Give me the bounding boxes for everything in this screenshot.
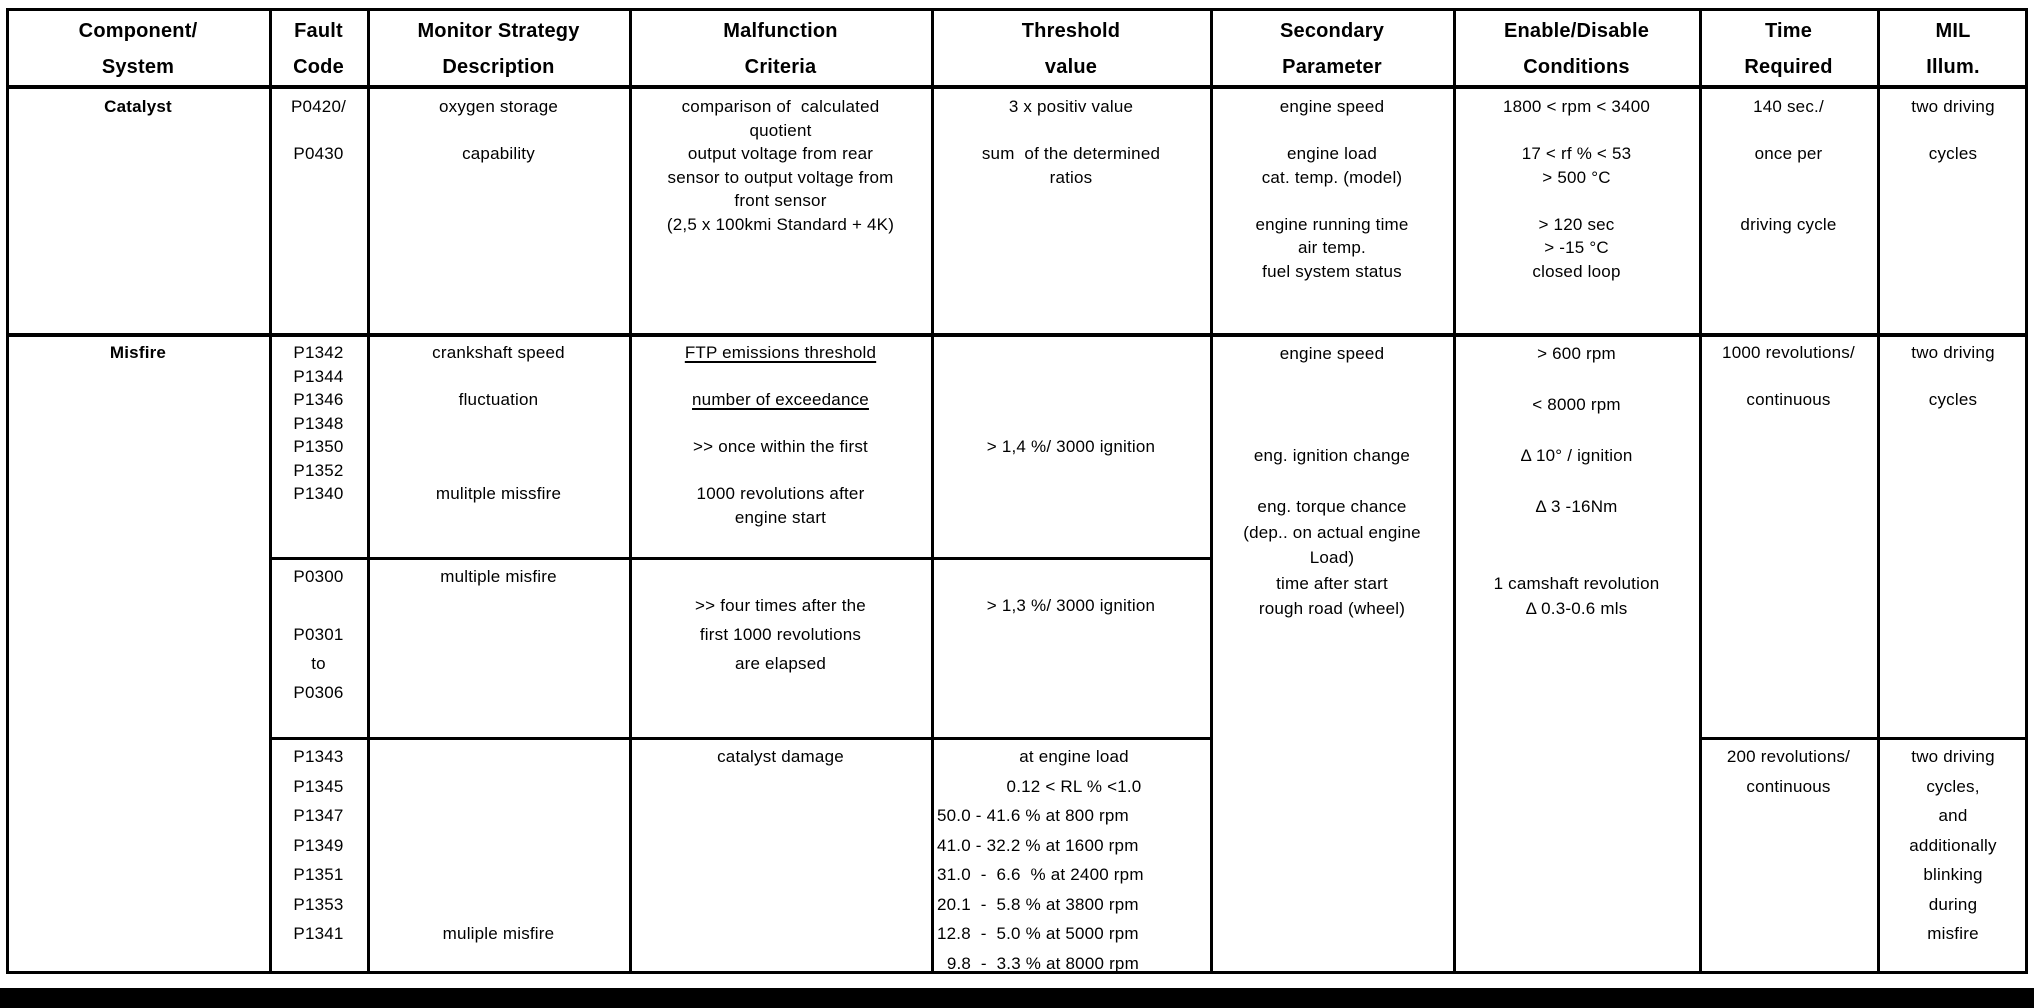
cell-misfire2-monitor: multiple misfire bbox=[440, 567, 557, 586]
cell-misfire3-fault-codes: P1343 P1345 P1347 P1349 P1351 P1353 P1341 bbox=[293, 747, 344, 943]
header-enable-disable: Enable/Disable Conditions bbox=[1503, 20, 1650, 78]
cell-misfire-enable: > 600 rpm < 8000 rpm Δ 10° / ignition Δ 3 -16Nm 1 camshaft revolution Δ 0.3-0.6 mls bbox=[1493, 344, 1660, 618]
cell-misfire3-threshold: at engine load 0.12 < RL % <1.0 50.0 - 41.6 % at 800 rpm 41.0 - 32.2 % at 1600 rpm 31.0 - 6.6 % at 2400 rpm 20.1 - 5.8 % at 3800 rpm 12.8 - 5.0 % at 5000 rpm 9.8 - 3.3 % at 8000 rpm bbox=[937, 747, 1144, 973]
header-component-system: Component/ System bbox=[78, 20, 198, 78]
cell-catalyst-malfunction: comparison of calculated quotient output voltage from rear sensor to output voltage from front sensor (2,5 x 100kmi Standard + 4K) bbox=[666, 97, 895, 234]
cell-catalyst-fault-codes: P0420/ P0430 bbox=[290, 97, 347, 163]
cell-misfire-component: Misfire bbox=[109, 343, 167, 362]
cell-misfire2-threshold: > 1,3 %/ 3000 ignition bbox=[986, 596, 1156, 615]
cell-misfire3-time: 200 revolutions/ continuous bbox=[1726, 747, 1851, 796]
cell-misfire1-malfunction: FTP emissions threshold number of exceedance >> once within the first 1000 revolutions after engine start bbox=[684, 343, 877, 527]
cell-catalyst-component: Catalyst bbox=[104, 97, 172, 116]
cell-catalyst-secondary: engine speed engine load cat. temp. (model) engine running time air temp. fuel system status bbox=[1255, 97, 1409, 281]
cell-misfire1-fault-codes: P1342 P1344 P1346 P1348 P1350 P1352 P1340 bbox=[293, 343, 344, 503]
cell-catalyst-monitor: oxygen storage capability bbox=[438, 97, 559, 163]
header-time-required: Time Required bbox=[1744, 20, 1833, 78]
cell-misfire-secondary: engine speed eng. ignition change eng. torque chance (dep.. on actual engine Load) time after start rough road (wheel) bbox=[1243, 344, 1421, 618]
cell-misfire2-malfunction: >> four times after the first 1000 revolutions are elapsed bbox=[695, 596, 866, 673]
cell-catalyst-mil: two driving cycles bbox=[1911, 97, 1995, 163]
cell-catalyst-enable: 1800 < rpm < 3400 17 < rf % < 53 > 500 °C > 120 sec > -15 °C closed loop bbox=[1502, 97, 1651, 281]
cell-misfire-time-upper: 1000 revolutions/ continuous bbox=[1722, 343, 1855, 409]
header-malfunction-criteria: Malfunction Criteria bbox=[723, 20, 838, 78]
cell-misfire1-monitor: crankshaft speed fluctuation mulitple missfire bbox=[432, 343, 565, 503]
header-mil-illum: MIL Illum. bbox=[1926, 20, 1980, 78]
header-fault-code: Fault Code bbox=[293, 20, 344, 78]
cell-misfire1-threshold: > 1,4 %/ 3000 ignition bbox=[986, 437, 1156, 456]
cell-misfire3-malfunction: catalyst damage bbox=[717, 747, 844, 766]
header-secondary-parameter: Secondary Parameter bbox=[1279, 20, 1385, 78]
cell-misfire3-mil: two driving cycles, and additionally blinking during misfire bbox=[1909, 747, 1997, 943]
cell-catalyst-time: 140 sec./ once per driving cycle bbox=[1740, 97, 1837, 234]
cell-misfire-mil-upper: two driving cycles bbox=[1911, 343, 1995, 409]
cell-catalyst-threshold: 3 x positiv value sum of the determined ratios bbox=[981, 97, 1161, 187]
scan-artifact-bar bbox=[0, 988, 2034, 1008]
cell-misfire3-monitor: muliple misfire bbox=[442, 924, 555, 943]
cell-misfire2-fault-codes: P0300 P0301 to P0306 bbox=[293, 567, 344, 702]
header-threshold-value: Threshold value bbox=[1021, 20, 1121, 78]
header-monitor-strategy: Monitor Strategy Description bbox=[417, 20, 580, 78]
